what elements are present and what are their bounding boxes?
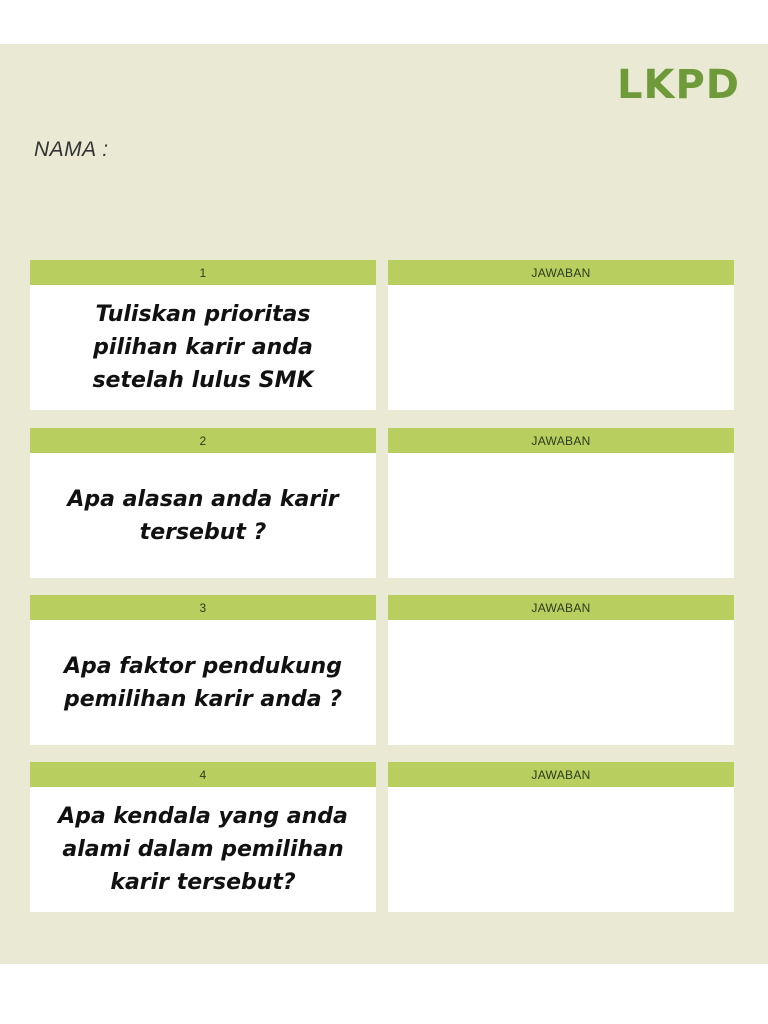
question-text: Apa faktor pendukung pemilihan karir anda ? bbox=[64, 653, 342, 712]
answer-field[interactable] bbox=[388, 453, 734, 578]
answer-card bbox=[388, 595, 734, 745]
name-field-label: NAMA : bbox=[34, 138, 109, 161]
answer-text[interactable] bbox=[398, 787, 724, 912]
question-body bbox=[30, 787, 376, 912]
question-text: Tuliskan prioritas pilihan karir anda setelah lulus SMK bbox=[92, 302, 314, 393]
answer-header: JAWABAN bbox=[388, 595, 734, 620]
page-title: LKPD bbox=[616, 62, 740, 108]
answer-header: JAWABAN bbox=[388, 428, 734, 453]
question-row-2 bbox=[30, 428, 734, 578]
answer-text[interactable] bbox=[398, 620, 724, 745]
question-text: Apa alasan anda karir tersebut ? bbox=[67, 486, 339, 545]
question-row-3 bbox=[30, 595, 734, 745]
question-body bbox=[30, 285, 376, 410]
question-card bbox=[30, 762, 376, 912]
question-card bbox=[30, 428, 376, 578]
question-row-1 bbox=[30, 260, 734, 410]
answer-card bbox=[388, 428, 734, 578]
question-number: 1 bbox=[30, 260, 376, 285]
answer-text[interactable] bbox=[398, 285, 724, 410]
question-card bbox=[30, 260, 376, 410]
question-body bbox=[30, 620, 376, 745]
question-number: 4 bbox=[30, 762, 376, 787]
answer-card bbox=[388, 260, 734, 410]
question-row-4 bbox=[30, 762, 734, 912]
answer-header: JAWABAN bbox=[388, 762, 734, 787]
answer-field[interactable] bbox=[388, 285, 734, 410]
worksheet-page bbox=[0, 44, 768, 964]
answer-field[interactable] bbox=[388, 620, 734, 745]
question-card bbox=[30, 595, 376, 745]
question-number: 2 bbox=[30, 428, 376, 453]
answer-text[interactable] bbox=[398, 453, 724, 578]
question-number: 3 bbox=[30, 595, 376, 620]
answer-field[interactable] bbox=[388, 787, 734, 912]
answer-card bbox=[388, 762, 734, 912]
question-text: Apa kendala yang anda alami dalam pemilihan karir tersebut? bbox=[58, 804, 348, 895]
answer-header: JAWABAN bbox=[388, 260, 734, 285]
question-body bbox=[30, 453, 376, 578]
